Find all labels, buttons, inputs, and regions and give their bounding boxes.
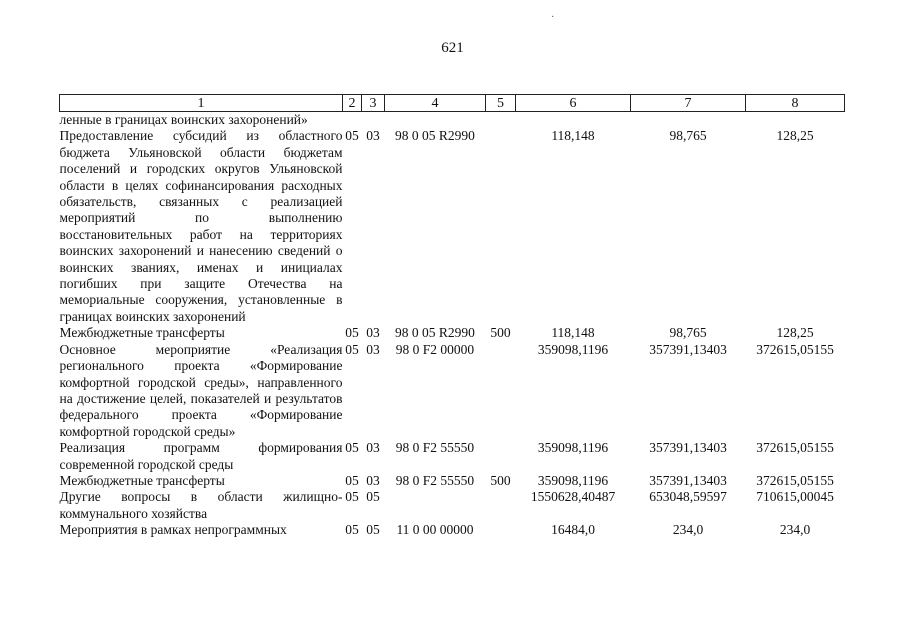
row-description: Межбюджетные трансферты	[59, 325, 225, 341]
table-row	[60, 440, 845, 473]
row-target-code: 98 0 05 R2990	[395, 128, 475, 144]
row-subsection: 03	[366, 341, 380, 357]
row-value-8: 372615,05155	[756, 472, 834, 488]
row-value-7: 234,0	[672, 522, 704, 538]
row-value-7: 98,765	[669, 128, 707, 144]
row-value-8: 710615,00045	[756, 489, 834, 505]
row-subsection: 03	[366, 128, 380, 144]
row-description: Реализация программ формирования современной городской среды	[59, 440, 343, 472]
row-section: 05	[345, 128, 359, 144]
row-subsection: 03	[366, 472, 380, 488]
row-value-6	[516, 112, 631, 129]
table-row	[60, 342, 845, 440]
row-expense-type	[486, 440, 516, 473]
row-section: 05	[345, 325, 359, 341]
table-row	[60, 325, 845, 341]
row-description: Основное мероприятие «Реализация регионального проекта «Формирование комфортной городской среды», направленного на достижение целей, показателей и результатов федерального проекта «Формирование комфортной городской среды»	[59, 341, 343, 439]
row-expense-type	[486, 489, 516, 522]
row-section: 05	[345, 440, 359, 456]
row-subsection: 05	[366, 522, 380, 538]
row-value-7: 357391,13403	[649, 341, 727, 357]
row-value-7: 357391,13403	[649, 440, 727, 456]
row-value-6: 1550628,40487	[530, 489, 616, 505]
column-header-2: 2	[343, 95, 362, 112]
row-section	[343, 112, 362, 129]
row-section: 05	[345, 472, 359, 488]
row-description: Мероприятия в рамках непрограммных	[59, 522, 287, 538]
table-row	[60, 473, 845, 489]
row-subsection: 03	[366, 440, 380, 456]
row-target-code	[385, 112, 486, 129]
row-value-7: 653048,59597	[649, 489, 727, 505]
row-subsection: 03	[366, 325, 380, 341]
row-value-6: 359098,1196	[537, 341, 609, 357]
row-value-7	[631, 112, 746, 129]
row-target-code: 98 0 F2 55550	[395, 440, 475, 456]
row-value-8: 128,25	[776, 128, 814, 144]
row-subsection: 05	[366, 489, 380, 505]
row-subsection	[362, 112, 385, 129]
table-row	[60, 128, 845, 325]
column-header-3: 3	[362, 95, 385, 112]
row-value-7: 357391,13403	[649, 472, 727, 488]
row-value-8: 234,0	[779, 522, 811, 538]
table-row	[60, 522, 845, 538]
row-target-code: 98 0 F2 00000	[395, 341, 475, 357]
row-value-6: 359098,1196	[537, 440, 609, 456]
row-target-code	[385, 489, 486, 522]
row-value-8	[746, 112, 845, 129]
row-value-6: 16484,0	[551, 522, 595, 538]
row-value-6: 359098,1196	[537, 472, 609, 488]
column-header-6: 6	[516, 95, 631, 112]
row-expense-type	[486, 522, 516, 538]
column-header-5: 5	[486, 95, 516, 112]
column-header-7: 7	[631, 95, 746, 112]
row-value-7: 98,765	[669, 325, 707, 341]
table-header-row	[60, 95, 845, 112]
row-value-8: 128,25	[776, 325, 814, 341]
row-description: Межбюджетные трансферты	[59, 472, 225, 488]
column-header-4: 4	[385, 95, 486, 112]
budget-table	[59, 94, 845, 539]
row-value-8: 372615,05155	[756, 440, 834, 456]
row-section: 05	[345, 522, 359, 538]
row-description: ленные в границах воинских захоронений»	[59, 112, 308, 127]
table-row	[60, 489, 845, 522]
column-header-8: 8	[746, 95, 845, 112]
row-description: Предоставление субсидий из областного бюджета Ульяновской области бюджетам поселений и городских округов Ульяновской области в целях софинансирования расходных обязательств, связанных с реализацией мероприятий по выполнению восстановительных работ на территориях воинских захоронений и нанесению сведений о воинских званиях, именах и инициалах погибших при защите Отечества на мемориальные сооружения, установленные в границах воинских захоронений	[59, 128, 343, 324]
row-expense-type	[486, 342, 516, 440]
stray-mark: ·	[551, 12, 555, 23]
row-description: Другие вопросы в области жилищно-коммунального хозяйства	[59, 489, 343, 521]
row-value-6: 118,148	[551, 325, 595, 341]
column-header-1: 1	[60, 95, 343, 112]
row-target-code: 98 0 F2 55550	[395, 472, 475, 488]
row-value-6: 118,148	[551, 128, 595, 144]
row-section: 05	[345, 341, 359, 357]
row-expense-type: 500	[490, 325, 511, 341]
table-row	[60, 112, 845, 129]
row-expense-type	[486, 128, 516, 325]
row-expense-type	[486, 112, 516, 129]
page-number: 621	[441, 40, 464, 56]
row-target-code: 98 0 05 R2990	[395, 325, 475, 341]
row-value-8: 372615,05155	[756, 341, 834, 357]
row-expense-type: 500	[490, 472, 511, 488]
row-section: 05	[345, 489, 359, 505]
row-target-code: 11 0 00 00000	[396, 522, 474, 538]
